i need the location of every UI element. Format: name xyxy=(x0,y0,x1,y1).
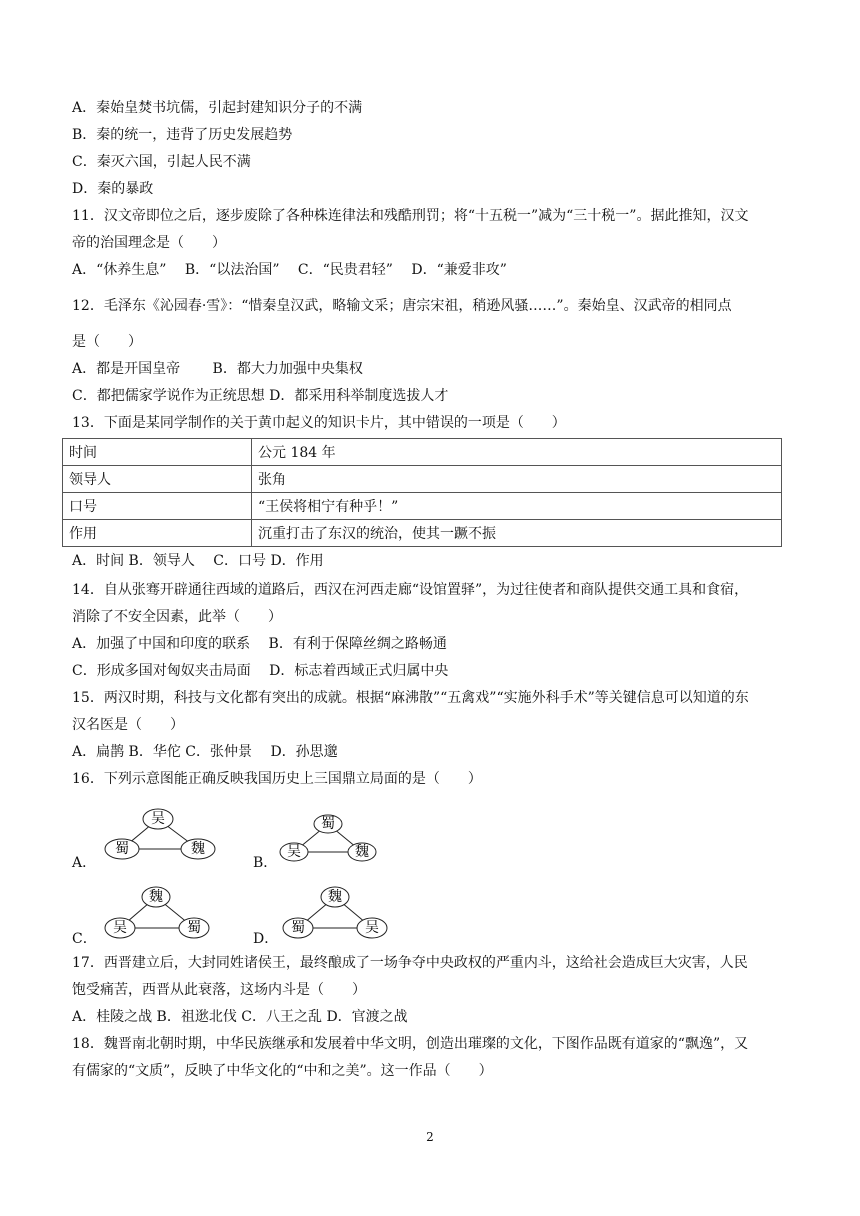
knowledge-card-table xyxy=(62,438,782,547)
table-row xyxy=(63,466,782,493)
q11-stem-line2: 帝的治国理念是（ ） xyxy=(72,235,226,251)
diagram-a-right: 魏 xyxy=(191,841,205,857)
diagram-c-left: 吴 xyxy=(113,920,127,936)
q13-stem: 13．下面是某同学制作的关于黄巾起义的知识卡片，其中错误的一项是（ ） xyxy=(72,415,566,431)
q17-stem-line1: 17．西晋建立后，大封同姓诸侯王，最终酿成了一场争夺中央政权的严重内斗，这给社会造成巨大灾害，人民 xyxy=(72,955,748,971)
q10-option-b: B．秦的统一，违背了历史发展趋势 xyxy=(72,127,293,143)
q14-options-cd: C．形成多国对匈奴夹击局面 D．标志着西域正式归属中央 xyxy=(72,663,449,679)
diagram-c-right: 蜀 xyxy=(187,920,201,936)
q17-options: A．桂陵之战 B．祖逖北伐 C．八王之乱 D．官渡之战 xyxy=(72,1009,408,1025)
card-key: 时间 xyxy=(63,439,252,466)
q12-options-cd: C．都把儒家学说作为正统思想 D．都采用科举制度选拔人才 xyxy=(72,388,449,404)
diagram-c-top: 魏 xyxy=(149,889,163,905)
q11-options: A．“休养生息” B．“以法治国” C．“民贵君轻” D．“兼爱非攻” xyxy=(72,262,507,278)
card-value: 沉重打击了东汉的统治，使其一蹶不振 xyxy=(252,520,782,547)
page-number: 2 xyxy=(426,1130,434,1144)
diagram-c-label: C． xyxy=(72,931,97,947)
table-row xyxy=(63,439,782,466)
diagram-d-left: 蜀 xyxy=(291,920,305,936)
q15-stem-line1: 15．两汉时期，科技与文化都有突出的成就。根据“麻沸散”“五禽戏”“实施外科手术”等关键信息可以知道的东 xyxy=(72,690,749,706)
q15-options: A．扁鹊 B．华佗 C．张仲景 D．孙思邈 xyxy=(72,744,338,760)
diagram-a-label: A． xyxy=(72,855,97,871)
diagram-d-label: D． xyxy=(253,931,279,947)
q13-options: A．时间 B．领导人 C．口号 D．作用 xyxy=(72,553,324,569)
q15-stem-line2: 汉名医是（ ） xyxy=(72,717,184,733)
card-key: 口号 xyxy=(63,493,252,520)
diagram-b-top: 蜀 xyxy=(321,816,335,832)
diagram-d xyxy=(280,884,390,942)
q12-stem-line2: 是（ ） xyxy=(72,334,142,350)
table-row xyxy=(63,520,782,547)
q14-options-ab: A．加强了中国和印度的联系 B．有利于保障丝绸之路畅通 xyxy=(72,636,447,652)
table-row xyxy=(63,493,782,520)
q12-stem-line1: 12．毛泽东《沁园春·雪》：“惜秦皇汉武，略输文采；唐宗宋祖，稍逊风骚……”。秦始皇、汉武帝的相同点 xyxy=(72,298,732,314)
q18-stem-line2: 有儒家的“文质”，反映了中华文化的“中和之美”。这一作品（ ） xyxy=(72,1063,493,1079)
q14-stem-line2: 消除了不安全因素，此举（ ） xyxy=(72,609,282,625)
diagram-b xyxy=(276,812,382,864)
diagram-c xyxy=(100,884,216,942)
diagram-b-right: 魏 xyxy=(355,844,369,860)
q16-stem: 16．下列示意图能正确反映我国历史上三国鼎立局面的是（ ） xyxy=(72,771,482,787)
q17-stem-line2: 饱受痛苦，西晋从此衰落，这场内斗是（ ） xyxy=(72,982,366,998)
q14-stem-line1: 14．自从张骞开辟通往西域的道路后，西汉在河西走廊“设馆置驿”，为过往使者和商队提供交通工具和食宿， xyxy=(72,582,749,598)
q10-option-c: C．秦灭六国，引起人民不满 xyxy=(72,154,251,170)
diagram-a-top: 吴 xyxy=(151,811,165,827)
q12-options-ab: A．都是开国皇帝 B．都大力加强中央集权 xyxy=(72,361,363,377)
card-value: 张角 xyxy=(252,466,782,493)
q10-option-a: A．秦始皇焚书坑儒，引起封建知识分子的不满 xyxy=(72,100,363,116)
q11-stem-line1: 11．汉文帝即位之后，逐步废除了各种株连律法和残酷刑罚；将“十五税一”减为“三十税一”。据此推知，汉文 xyxy=(72,208,749,224)
diagram-d-top: 魏 xyxy=(328,889,342,905)
q10-option-d: D．秦的暴政 xyxy=(72,181,154,197)
q18-stem-line1: 18．魏晋南北朝时期，中华民族继承和发展着中华文明，创造出璀璨的文化，下图作品既有道家的“飘逸”，又 xyxy=(72,1036,749,1052)
diagram-a-left: 蜀 xyxy=(115,841,129,857)
card-value: “王侯将相宁有种乎！” xyxy=(252,493,782,520)
diagram-b-label: B． xyxy=(253,855,278,871)
card-key: 作用 xyxy=(63,520,252,547)
diagram-a xyxy=(100,806,220,864)
card-value: 公元 184 年 xyxy=(252,439,782,466)
diagram-b-left: 吴 xyxy=(287,844,301,860)
diagram-d-right: 吴 xyxy=(365,920,379,936)
card-key: 领导人 xyxy=(63,466,252,493)
